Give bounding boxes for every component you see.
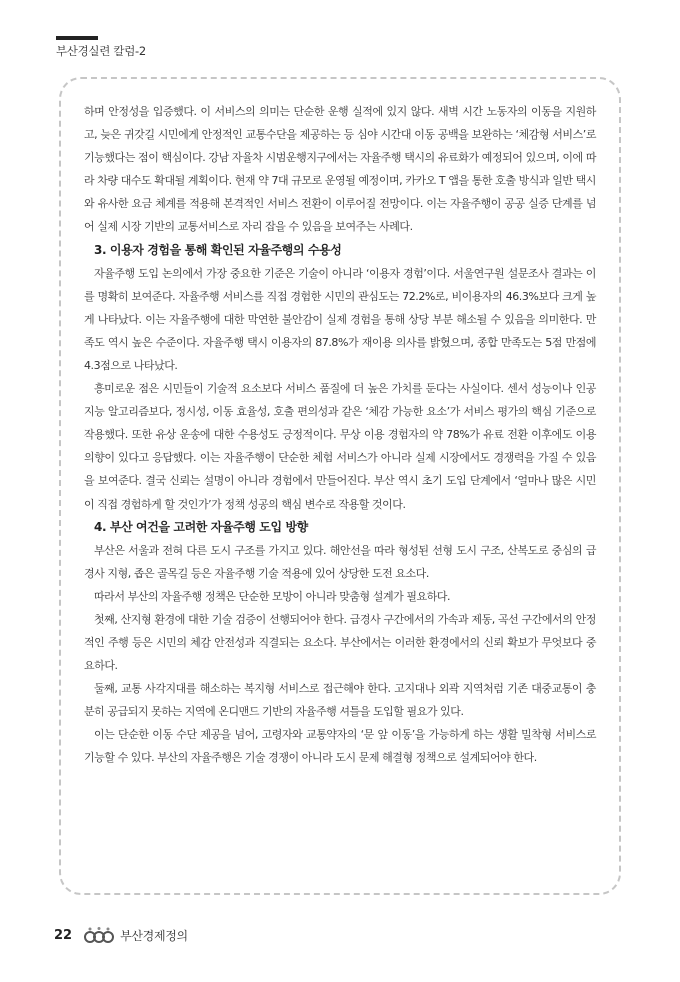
brand-name: 부산경제정의 (120, 928, 188, 943)
header-bar (56, 36, 98, 40)
article-body (84, 100, 596, 770)
running-header: 부산경실련 칼럼-2 (56, 44, 146, 58)
publication-logo (84, 926, 188, 944)
section-heading-3: 3. 이용자 경험을 통해 확인된 자율주행의 수용성 (94, 242, 342, 257)
paragraph: 이는 단순한 이동 수단 제공을 넘어, 고령자와 교통약자의 ‘문 앞 이동’을 가능하게 하는 생활 밀착형 서비스로 기능할 수 있다. 부산의 자율주행은 기술 경쟁이 아니라 도시 문제 해결형 정책으로 설계되어야 한다. (84, 728, 596, 765)
paragraph: 부산은 서울과 전혀 다른 도시 구조를 가지고 있다. 해안선을 따라 형성된 선형 도시 구조, 산복도로 중심의 급경사 지형, 좁은 골목길 등은 자율주행 기술 적용에 있어 상당한 도전 요소다. (84, 543, 596, 580)
paragraph: 따라서 부산의 자율주행 정책은 단순한 모방이 아니라 맞춤형 설계가 필요하다. (94, 589, 451, 603)
paragraph: 첫째, 산지형 환경에 대한 기술 검증이 선행되어야 한다. 급경사 구간에서의 가속과 제동, 곡선 구간에서의 안정적인 주행 등은 시민의 체감 안전성과 직결되는 요소다. 부산에서는 이러한 환경에서의 신뢰 확보가 무엇보다 중요하다. (84, 612, 596, 673)
section-heading-4: 4. 부산 여건을 고려한 자율주행 도입 방향 (94, 519, 308, 534)
paragraph: 자율주행 도입 논의에서 가장 중요한 기준은 기술이 아니라 ‘이용자 경험’이다. 서울연구원 설문조사 결과는 이를 명확히 보여준다. 자율주행 서비스를 직접 경험한 시민의 관심도는 72.2%로, 비이용자의 46.3%보다 크게 높게 나타났다. 이는 자율주행에 대한 막연한 불안감이 실제 경험을 통해 상당 부분 해소될 수 있음을 의미한다. 만족도 역시 높은 수준이다. 자율주행 택시 이용자의 87.8%가 재이용 의사를 밝혔으며, 종합 만족도는 5점 만점에 4.3점으로 나타났다. (84, 266, 596, 372)
paragraph: 둘째, 교통 사각지대를 해소하는 복지형 서비스로 접근해야 한다. 고지대나 외곽 지역처럼 기존 대중교통이 충분히 공급되지 못하는 지역에 온디맨드 기반의 자율주행 셔틀을 도입할 필요가 있다. (84, 682, 596, 719)
page-footer (54, 925, 188, 945)
page-number: 22 (54, 927, 73, 943)
logo-icon (84, 926, 114, 944)
paragraph: 흥미로운 점은 시민들이 기술적 요소보다 서비스 품질에 더 높은 가치를 둔다는 사실이다. 센서 성능이나 인공지능 알고리즘보다, 정시성, 이동 효율성, 호출 편의성과 같은 ‘체감 가능한 요소’가 서비스 평가의 핵심 기준으로 작용했다. 또한 유상 운송에 대한 수용성도 긍정적이다. 무상 이용 경험자의 약 78%가 유료 전환 이후에도 이용 의향이 있다고 응답했다. 이는 자율주행이 단순한 체험 서비스가 아니라 실제 시장에서도 경쟁력을 가질 수 있음을 보여준다. 결국 신뢰는 설명이 아니라 경험에서 만들어진다. 부산 역시 초기 도입 단계에서 ‘얼마나 많은 시민이 직접 경험하게 할 것인가’가 정책 성공의 핵심 변수로 작용할 것이다. (84, 382, 596, 511)
paragraph: 하며 안정성을 입증했다. 이 서비스의 의미는 단순한 운행 실적에 있지 않다. 새벽 시간 노동자의 이동을 지원하고, 늦은 귀갓길 시민에게 안정적인 교통수단을 제공하는 등 심야 시간대 이동 공백을 보완하는 ‘체감형 서비스’로 기능했다는 점이 핵심이다. 강남 자율차 시범운행지구에서는 자율주행 택시의 유료화가 예정되어 있으며, 이에 따라 차량 대수도 확대될 계획이다. 현재 약 7대 규모로 운영될 예정이며, 카카오 T 앱을 통한 호출 방식과 일반 택시와 유사한 요금 체계를 적용해 본격적인 서비스 전환이 이루어질 전망이다. 이는 자율주행이 공공 실증 단계를 넘어 실제 시장 기반의 교통서비스로 자리 잡을 수 있음을 보여주는 사례다. (84, 105, 596, 234)
